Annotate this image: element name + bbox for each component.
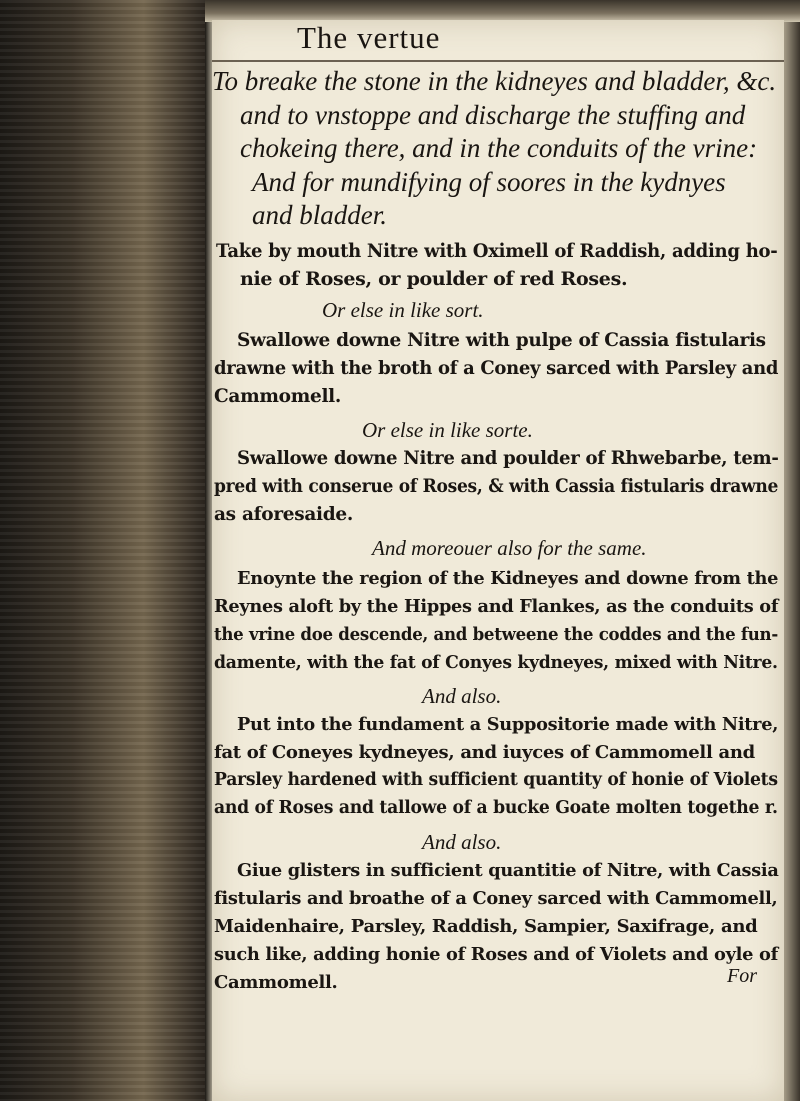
para-5-line-2: fat of Coneyes kydneyes, and iuyces of Cammomell and — [214, 742, 755, 763]
para-2-line-1: Swallowe downe Nitre with pulpe of Cassia fistularis — [237, 330, 766, 351]
para-4-line-2: Reynes aloft by the Hippes and Flankes, as the conduits of — [214, 596, 779, 617]
para-1-line-2: nie of Roses, or poulder of red Roses. — [240, 268, 628, 290]
running-head-rule — [212, 60, 784, 62]
para-3-line-2: pred with conserue of Roses, & with Cassia fistularis drawne — [214, 476, 779, 497]
para-6-line-1: Giue glisters in sufficient quantitie of Nitre, with Cassia — [237, 860, 779, 881]
para-5-line-4: and of Roses and tallowe of a bucke Goate molten togethe r. — [214, 798, 778, 818]
para-3-line-3: as aforesaide. — [214, 504, 354, 525]
subheading-2: Or else in like sorte. — [362, 418, 533, 442]
heading-line-5: and bladder. — [252, 200, 387, 230]
para-6-line-4: such like, adding honie of Roses and of Violets and oyle of — [214, 944, 778, 965]
heading-line-4: And for mundifying of soores in the kydnyes — [252, 167, 726, 197]
heading-line-3: chokeing there, and in the conduits of the vrine: — [240, 133, 758, 163]
para-3-line-1: Swallowe downe Nitre and poulder of Rhwebarbe, tem- — [237, 448, 779, 469]
para-5-line-1: Put into the fundament a Suppositorie made with Nitre, — [237, 714, 779, 735]
book-page — [212, 20, 784, 1101]
facing-page-edge — [0, 0, 205, 1101]
heading-line-2: and to vnstoppe and discharge the stuffing and — [240, 100, 746, 130]
subheading-5: And also. — [422, 830, 502, 854]
para-2-line-2: drawne with the broth of a Coney sarced with Parsley and — [214, 358, 779, 379]
subheading-4: And also. — [422, 684, 502, 708]
para-2-line-3: Cammomell. — [214, 386, 342, 407]
subheading-1: Or else in like sort. — [322, 298, 484, 322]
para-5-line-3: Parsley hardened with sufficient quantity of honie of Violets — [214, 770, 778, 790]
para-6-line-3: Maidenhaire, Parsley, Raddish, Sampier, Saxifrage, and — [214, 916, 758, 937]
para-4-line-4: damente, with the fat of Conyes kydneyes, mixed with Nitre. — [214, 652, 778, 673]
para-4-line-3: the vrine doe descende, and betweene the coddes and the fun- — [214, 624, 778, 645]
para-4-line-1: Enoynte the region of the Kidneyes and downe from the — [237, 568, 779, 589]
running-head: The vertue — [297, 20, 441, 55]
para-1-line-1: Take by mouth Nitre with Oximell of Raddish, adding ho- — [216, 240, 778, 262]
para-6-line-2: fistularis and broathe of a Coney sarced with Cammomell, — [214, 888, 778, 909]
para-6-line-5: Cammomell. — [214, 972, 338, 993]
catchword: For — [727, 965, 757, 987]
heading-line-1: To breake the stone in the kidneyes and bladder, &c. — [212, 66, 777, 96]
subheading-3: And moreouer also for the same. — [372, 536, 647, 560]
page-top-shadow — [205, 0, 800, 22]
